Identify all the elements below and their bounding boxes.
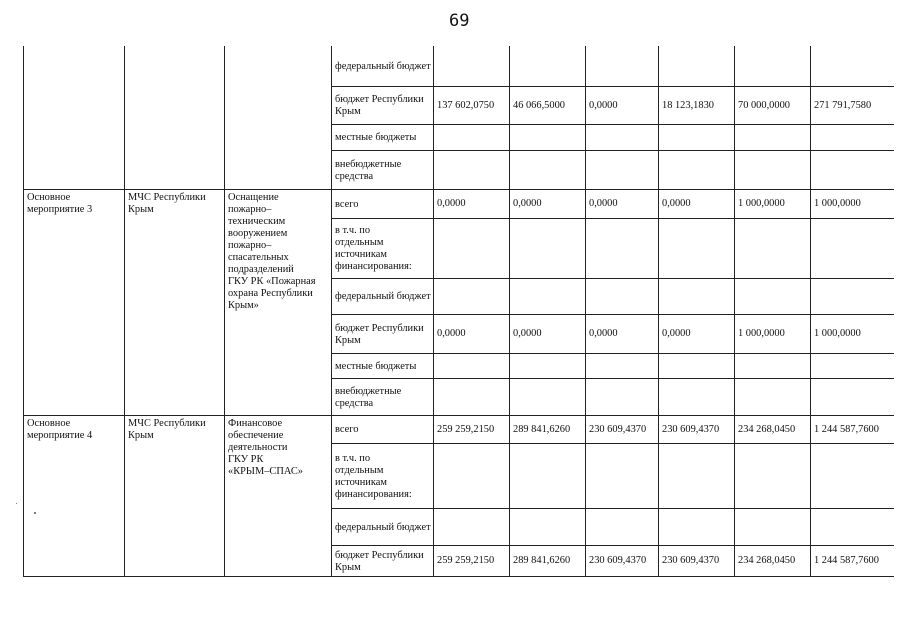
amount-cell [659, 278, 735, 314]
amount-cell [434, 443, 510, 508]
measure-name-cell: Финансовое обеспечение деятельности ГКУ РК «КРЫМ–СПАС» [225, 415, 332, 576]
amount-cell: 234 268,0450 [735, 415, 811, 443]
amount-cell: 1 000,0000 [735, 189, 811, 218]
amount-cell [434, 124, 510, 150]
funding-source-cell: внебюджетные средства [332, 150, 434, 189]
amount-cell [659, 46, 735, 86]
amount-cell [735, 46, 811, 86]
budget-table [23, 46, 894, 577]
page-number: 69 [449, 11, 470, 31]
amount-cell: 230 609,4370 [586, 545, 659, 576]
funding-source-cell: внебюджетные средства [332, 378, 434, 415]
amount-cell [510, 46, 586, 86]
amount-cell [659, 443, 735, 508]
table-row [24, 415, 894, 443]
funding-source-cell: всего [332, 415, 434, 443]
amount-cell: 289 841,6260 [510, 545, 586, 576]
executor-cell [125, 46, 225, 189]
amount-cell [586, 46, 659, 86]
amount-cell: 70 000,0000 [735, 86, 811, 124]
amount-cell [586, 508, 659, 545]
amount-cell [735, 443, 811, 508]
amount-cell [811, 124, 894, 150]
amount-cell [811, 508, 894, 545]
table-row [24, 189, 894, 218]
amount-cell [811, 378, 894, 415]
amount-cell: 137 602,0750 [434, 86, 510, 124]
amount-cell [586, 278, 659, 314]
amount-cell [586, 124, 659, 150]
table-row [24, 46, 894, 86]
scan-speck [34, 512, 36, 514]
amount-cell: 1 000,0000 [811, 314, 894, 353]
amount-cell: 0,0000 [510, 189, 586, 218]
amount-cell [510, 353, 586, 378]
amount-cell [659, 218, 735, 278]
amount-cell [434, 353, 510, 378]
amount-cell [659, 353, 735, 378]
amount-cell [586, 443, 659, 508]
amount-cell [510, 150, 586, 189]
amount-cell [811, 150, 894, 189]
measure-name-cell: Оснащение пожарно– техническим вооружением пожарно– спасательных подразделений ГКУ РК «Пожарная охрана Республики Крым» [225, 189, 332, 415]
amount-cell [434, 218, 510, 278]
amount-cell [811, 353, 894, 378]
amount-cell: 1 244 587,7600 [811, 415, 894, 443]
amount-cell [735, 150, 811, 189]
amount-cell [659, 378, 735, 415]
amount-cell [659, 508, 735, 545]
amount-cell [735, 508, 811, 545]
amount-cell: 230 609,4370 [659, 545, 735, 576]
amount-cell: 234 268,0450 [735, 545, 811, 576]
amount-cell [586, 353, 659, 378]
amount-cell [735, 353, 811, 378]
amount-cell: 0,0000 [434, 189, 510, 218]
amount-cell [811, 443, 894, 508]
amount-cell: 1 244 587,7600 [811, 545, 894, 576]
amount-cell [434, 46, 510, 86]
amount-cell [510, 218, 586, 278]
amount-cell: 0,0000 [659, 189, 735, 218]
amount-cell: 0,0000 [586, 314, 659, 353]
amount-cell: 0,0000 [586, 189, 659, 218]
status-cell: Основное мероприятие 4 [24, 415, 125, 576]
amount-cell [811, 46, 894, 86]
amount-cell: 0,0000 [434, 314, 510, 353]
amount-cell [811, 218, 894, 278]
scan-speck [16, 503, 17, 504]
amount-cell [735, 218, 811, 278]
amount-cell [434, 508, 510, 545]
amount-cell [811, 278, 894, 314]
measure-name-cell [225, 46, 332, 189]
amount-cell [510, 378, 586, 415]
amount-cell [735, 278, 811, 314]
funding-source-cell: федеральный бюджет [332, 508, 434, 545]
amount-cell [586, 150, 659, 189]
funding-source-cell: федеральный бюджет [332, 46, 434, 86]
amount-cell: 259 259,2150 [434, 545, 510, 576]
amount-cell [659, 124, 735, 150]
funding-source-cell: всего [332, 189, 434, 218]
amount-cell: 1 000,0000 [811, 189, 894, 218]
amount-cell: 0,0000 [510, 314, 586, 353]
amount-cell [735, 124, 811, 150]
amount-cell: 1 000,0000 [735, 314, 811, 353]
amount-cell [434, 150, 510, 189]
executor-cell: МЧС Республики Крым [125, 189, 225, 415]
funding-source-cell: федеральный бюджет [332, 278, 434, 314]
funding-source-cell: в т.ч. по отдельным источникам финансирования: [332, 218, 434, 278]
amount-cell: 259 259,2150 [434, 415, 510, 443]
funding-source-cell: местные бюджеты [332, 353, 434, 378]
amount-cell: 271 791,7580 [811, 86, 894, 124]
funding-source-cell: местные бюджеты [332, 124, 434, 150]
amount-cell [510, 508, 586, 545]
amount-cell: 0,0000 [586, 86, 659, 124]
amount-cell: 289 841,6260 [510, 415, 586, 443]
amount-cell: 0,0000 [659, 314, 735, 353]
funding-source-cell: бюджет Республики Крым [332, 86, 434, 124]
amount-cell [510, 124, 586, 150]
amount-cell [434, 378, 510, 415]
amount-cell [735, 378, 811, 415]
amount-cell [434, 278, 510, 314]
funding-source-cell: в т.ч. по отдельным источникам финансирования: [332, 443, 434, 508]
executor-cell: МЧС Республики Крым [125, 415, 225, 576]
amount-cell: 230 609,4370 [659, 415, 735, 443]
amount-cell [510, 443, 586, 508]
amount-cell [510, 278, 586, 314]
amount-cell [586, 378, 659, 415]
amount-cell [659, 150, 735, 189]
amount-cell: 18 123,1830 [659, 86, 735, 124]
funding-source-cell: бюджет Республики Крым [332, 545, 434, 576]
amount-cell: 230 609,4370 [586, 415, 659, 443]
amount-cell: 46 066,5000 [510, 86, 586, 124]
amount-cell [586, 218, 659, 278]
funding-source-cell: бюджет Республики Крым [332, 314, 434, 353]
status-cell: Основное мероприятие 3 [24, 189, 125, 415]
status-cell [24, 46, 125, 189]
